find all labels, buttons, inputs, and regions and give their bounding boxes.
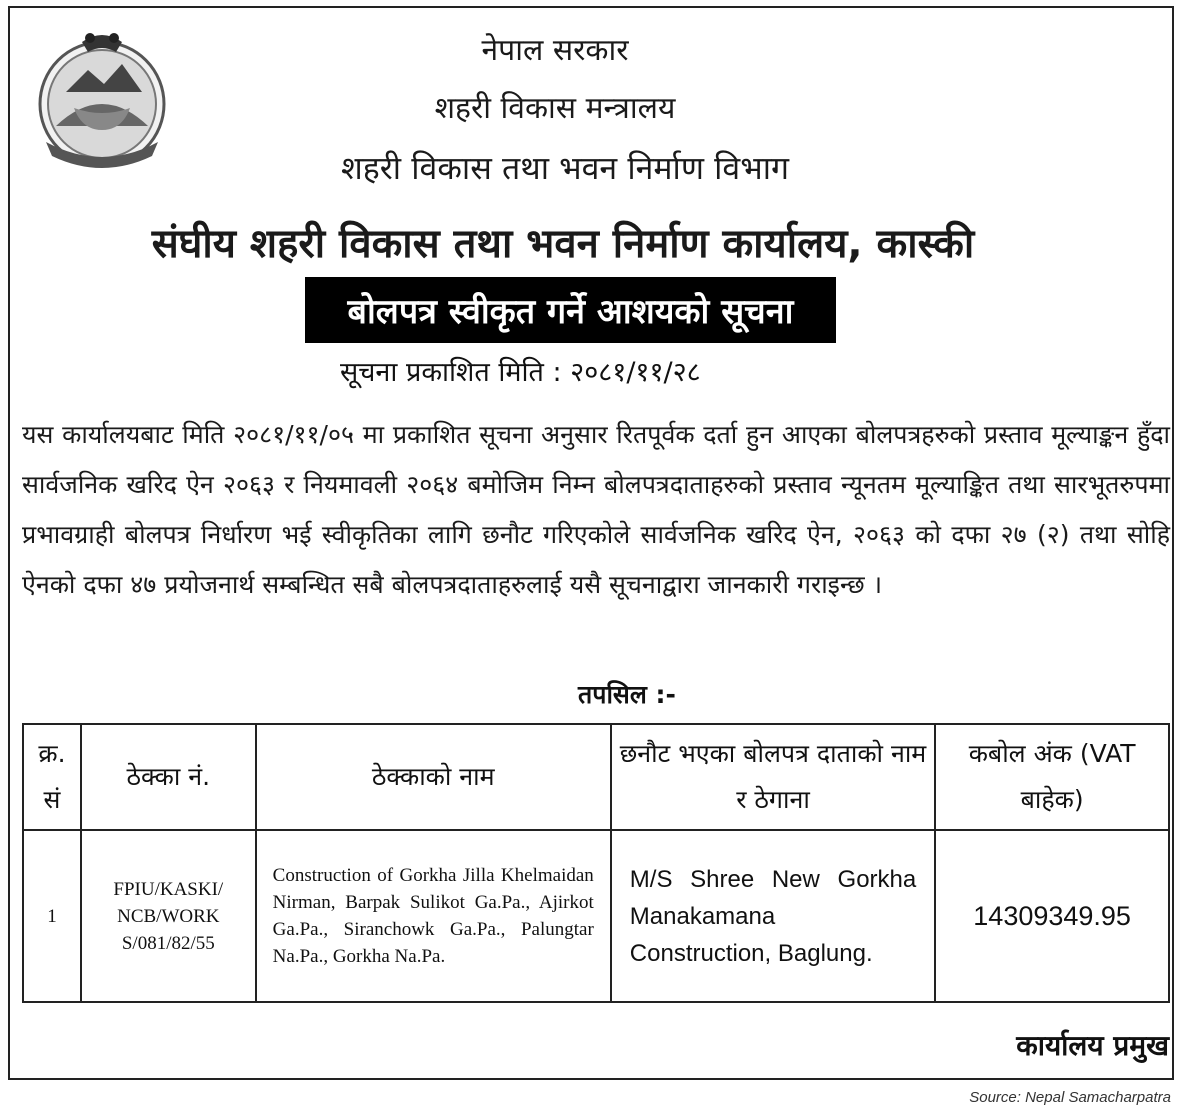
table-row [23, 830, 1169, 1002]
header-sn: क्र. सं [23, 724, 81, 830]
contract-name-text: Construction of Gorkha Jilla Khelmaidan Nirman, Barpak Sulikot Ga.Pa., Ajirkot Ga.Pa., Siranchowk Ga.Pa., Palungtar Na.Pa., Gorkha Na.Pa. [272, 865, 594, 967]
cell-contract-no: FPIU/KASKI/ NCB/WORK S/081/82/55 [81, 830, 256, 1002]
notice-body [22, 410, 1170, 610]
header-contract-name: ठेक्काको नाम [256, 724, 611, 830]
department-name: शहरी विकास तथा भवन निर्माण विभाग [340, 149, 790, 187]
bidder-text: M/S Shree New Gorkha Manakamana Construction, Baglung. [629, 865, 917, 967]
signatory: कार्यालय प्रमुख [1016, 1029, 1169, 1062]
table-header-row [23, 724, 1169, 830]
cell-contract-name [256, 830, 611, 1002]
notice-title: बोलपत्र स्वीकृत गर्ने आशयको सूचना [305, 277, 836, 343]
header-amount: कबोल अंक (VAT बाहेक) [935, 724, 1169, 830]
government-name: नेपाल सरकार [481, 33, 629, 68]
header-contract-no: ठेक्का नं. [81, 724, 256, 830]
published-date: सूचना प्रकाशित मिति : २०८१/११/२८ [340, 357, 701, 388]
cell-amount: 14309349.95 [935, 830, 1169, 1002]
source-credit: Source: Nepal Samacharpatra [969, 1089, 1171, 1106]
office-name: संघीय शहरी विकास तथा भवन निर्माण कार्यालय, कास्की [151, 221, 975, 267]
cell-bidder [611, 830, 935, 1002]
details-label: तपसिल :- [578, 680, 676, 709]
header-bidder: छनौट भएका बोलपत्र दाताको नाम र ठेगाना [611, 724, 935, 830]
award-table [22, 723, 1170, 1003]
ministry-name: शहरी विकास मन्त्रालय [434, 91, 676, 126]
notice-body-text: यस कार्यालयबाट मिति २०८१/११/०५ मा प्रकाशित सूचना अनुसार रितपूर्वक दर्ता हुन आएका बोलपत्रहरुको प्रस्ताव मूल्याङ्कन हुँदा सार्वजनिक खरिद ऐन २०६३ र नियमावली २०६४ बमोजिम निम्न बोलपत्रदाताहरुको प्रस्ताव न्यूनतम मूल्याङ्कित तथा सारभूतरुपमा प्रभावग्राही बोलपत्र निर्धारण भई स्वीकृतिका लागि छनौट गरिएकोले सार्वजनिक खरिद ऐन, २०६३ को दफा २७ (२) तथा सोहि ऐनको दफा ४७ प्रयोजनार्थ सम्बन्धित सबै बोलपत्रदाताहरुलाई यसै सूचनाद्वारा जानकारी गराइन्छ । [22, 420, 1170, 599]
cell-sn: 1 [23, 830, 81, 1002]
